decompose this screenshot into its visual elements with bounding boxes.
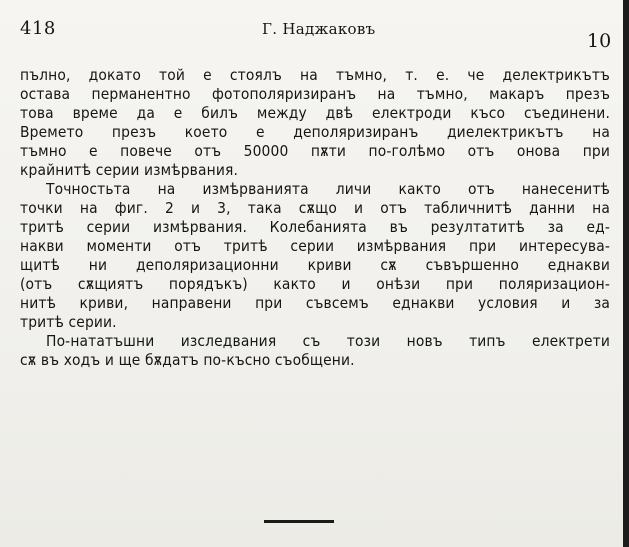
text-line: крайнитѣ серии измѣрвания. <box>20 161 238 179</box>
text-line: накви моменти отъ тритѣ серии измѣрвания при интересува- <box>20 237 610 255</box>
text-line: тритѣ серии. <box>20 313 117 331</box>
text-line: сѫ въ ходъ и ще бѫдатъ по-късно съобщени. <box>20 351 355 369</box>
text-line: точки на фиг. 2 и 3, така сѫщо и отъ табличнитѣ данни на <box>20 199 610 217</box>
paragraph-2 <box>20 180 610 332</box>
text-line: По-нататъшни изследвания съ този новъ типъ електрети <box>46 332 610 350</box>
section-number: 10 <box>587 30 612 52</box>
bottom-rule <box>264 520 334 523</box>
text-line: щитѣ ни деполяризационни криви сѫ съвършенно еднакви <box>20 256 610 274</box>
body-text <box>20 66 610 370</box>
text-line: Точностьта на измѣрванията личи както отъ нанесенитѣ <box>46 180 610 198</box>
text-line: тъмно е повече отъ 50000 пѫти по-голѣмо отъ онова при <box>20 142 610 160</box>
text-line: Времето презъ което е деполяризиранъ диелектрикътъ на <box>20 123 610 141</box>
paragraph-1 <box>20 66 610 180</box>
text-line: това време да е билъ между двѣ електроди късо съединени. <box>20 104 610 122</box>
paragraph-3 <box>20 332 610 370</box>
text-line: нитѣ криви, направени при съвсемъ еднакви условия и за <box>20 294 610 312</box>
text-line: остава перманентно фотополяризиранъ на тъмно, макаръ презъ <box>20 85 610 103</box>
page-edge-shadow <box>623 0 629 547</box>
text-line: (отъ сѫщиятъ порядъкъ) както и онѣзи при поляризацион- <box>20 275 610 293</box>
text-line: пълно, докато той е стоялъ на тъмно, т. е. че делектрикътъ <box>20 66 610 84</box>
running-head-author: Г. Наджаковъ <box>262 20 376 38</box>
page-number: 418 <box>20 18 56 39</box>
text-line: тритѣ серии измѣрвания. Колебанията въ резултатитѣ за ед- <box>20 218 610 236</box>
